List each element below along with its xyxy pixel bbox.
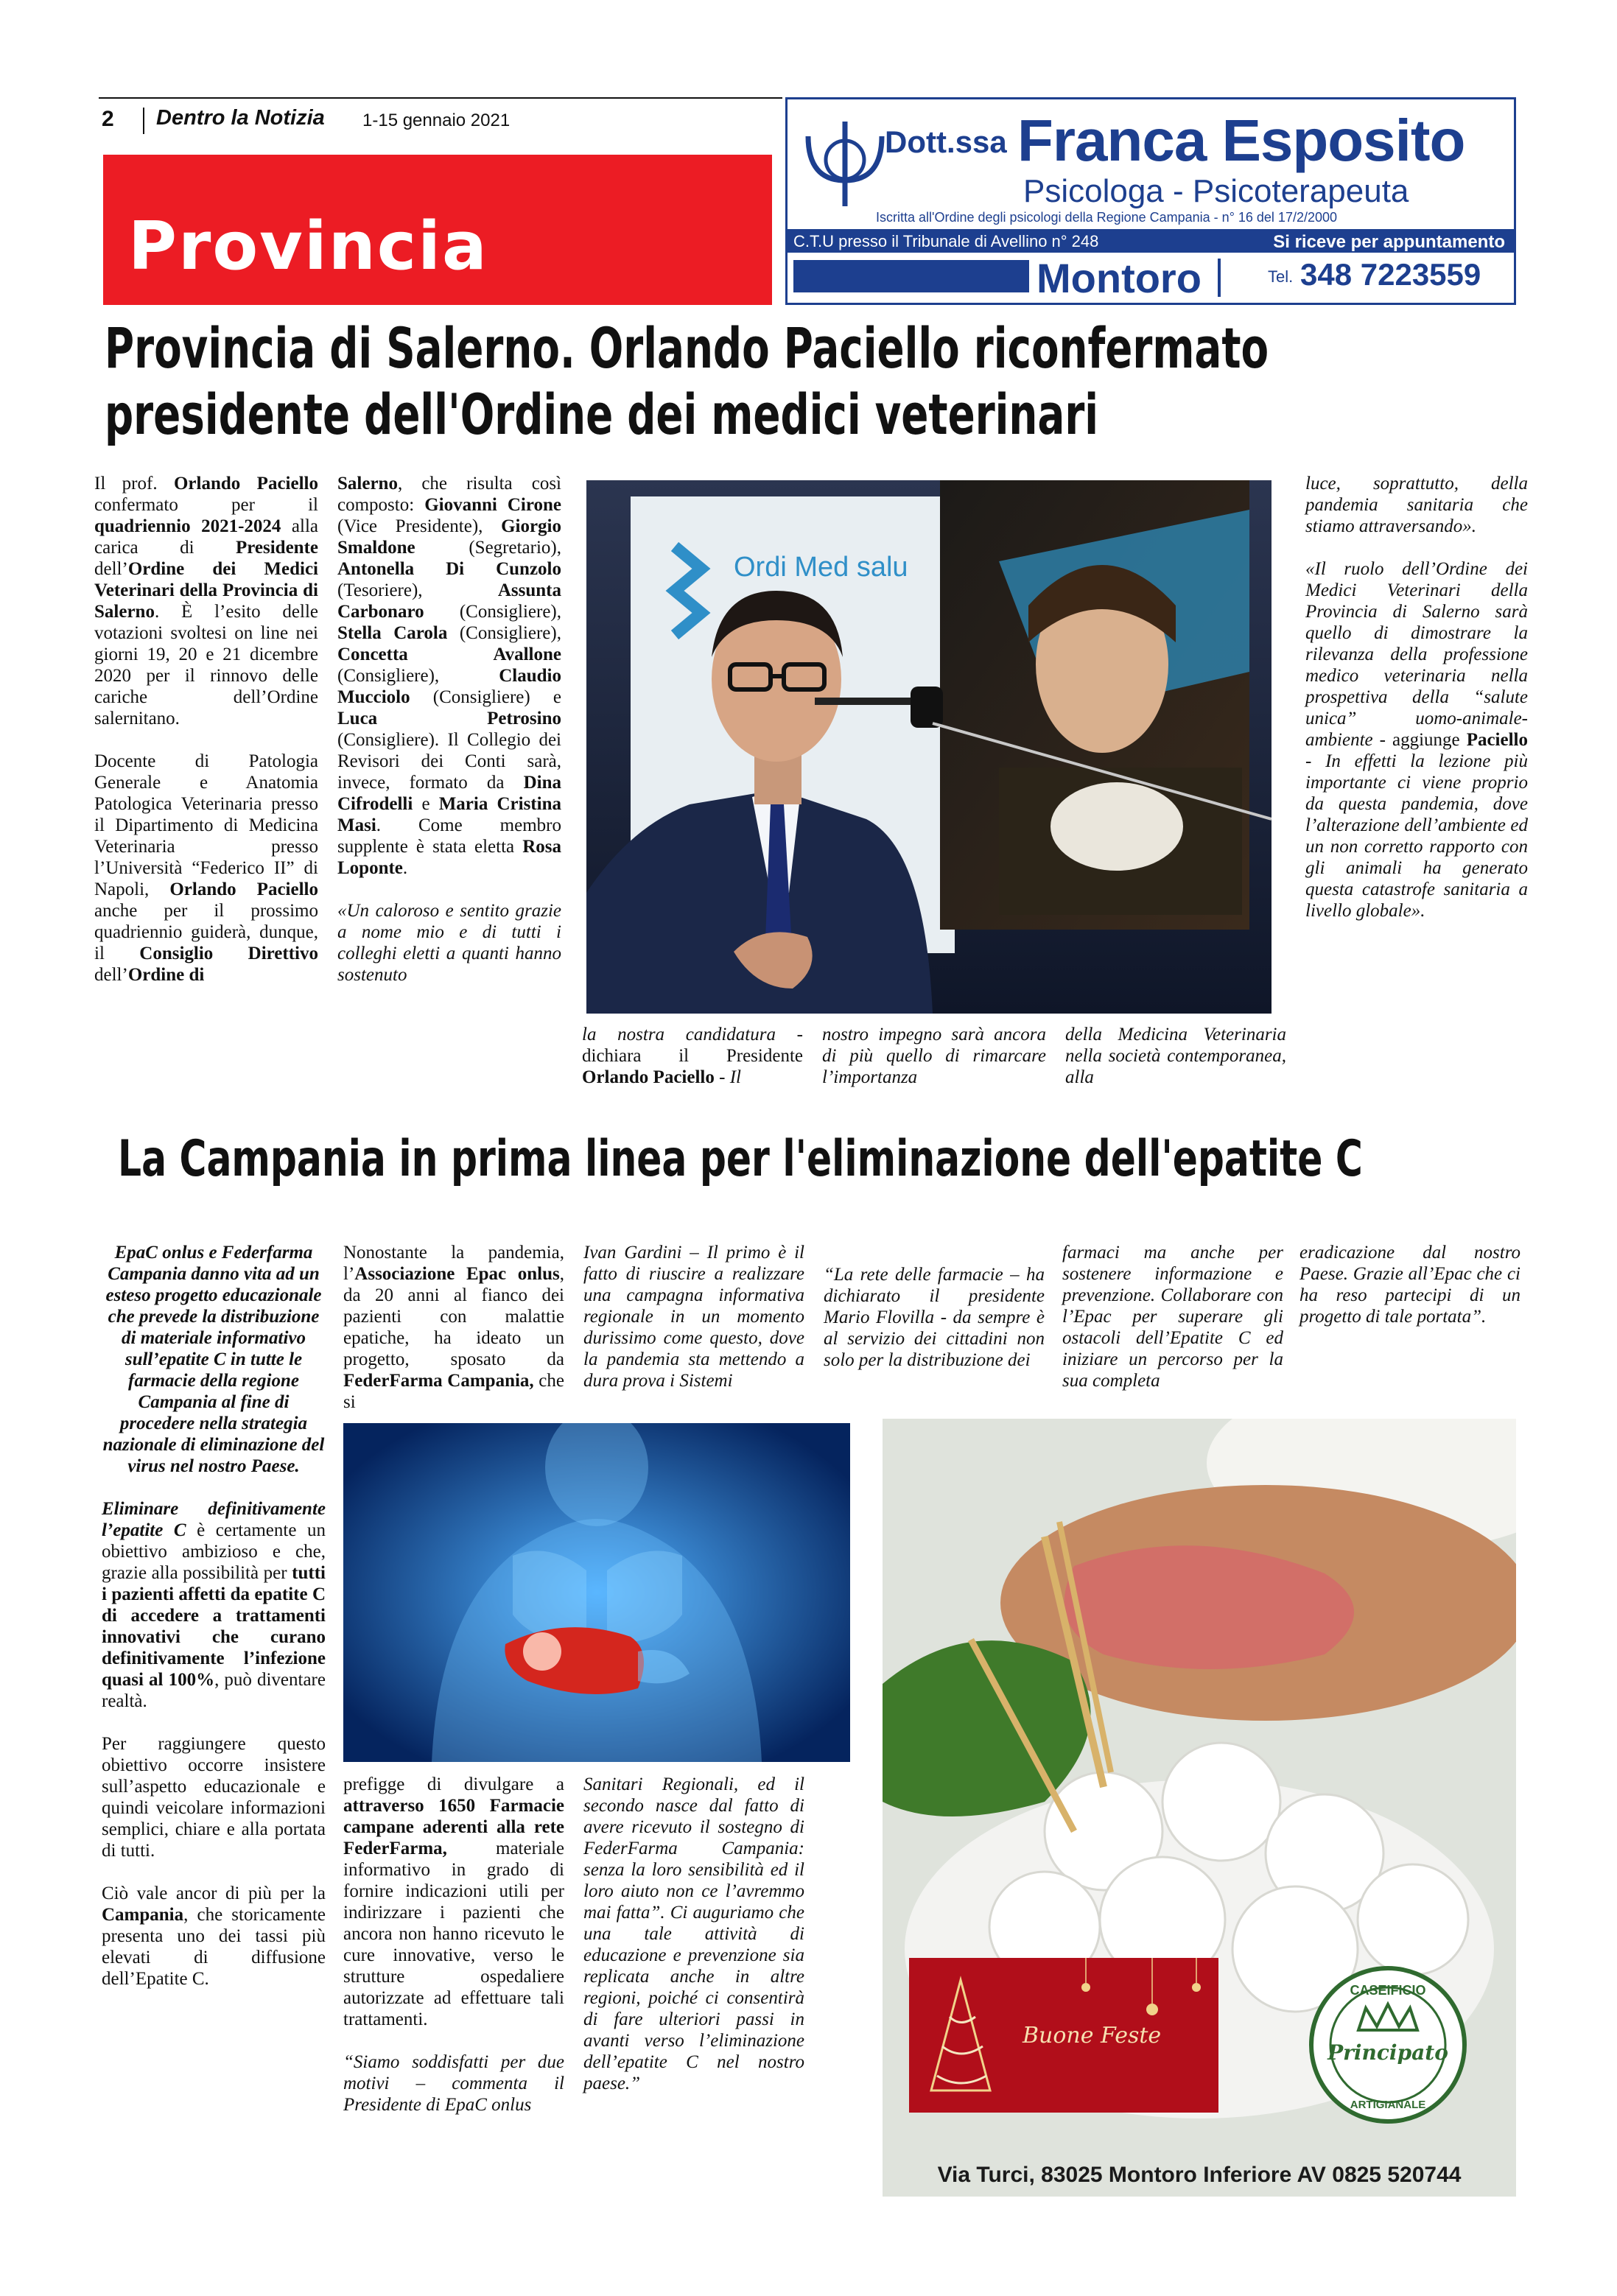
article1-column-3 [582, 1024, 803, 1088]
ad-registration: Iscritta all'Ordine degli psicologi della Regione Campania - n° 16 del 17/2/2000 [876, 210, 1338, 225]
logo-top-text: CASEIFICIO [1350, 1983, 1426, 1998]
caseificio-logo-icon [1307, 1964, 1469, 2126]
header-separator [143, 108, 144, 134]
article1-photo [586, 480, 1271, 1014]
ad-appointment: Si riceve per appuntamento [1273, 232, 1505, 252]
header-rule [99, 97, 782, 99]
article2-column-4 [824, 1264, 1045, 1371]
article1-column-2 [337, 473, 561, 986]
article1-col6-paragraph: luce, soprattutto, della pandemia sanitaria che stiamo attraversando». [1305, 474, 1528, 536]
article2-headline: La Campania in prima linea per l'eliminazione dell'epatite C [118, 1130, 1363, 1188]
article2-column-6 [1299, 1242, 1520, 1327]
article1-col4-paragraph: nostro impegno sarà ancora di più quello di rimarcare l’importanza [822, 1025, 1046, 1087]
article2-column-3-bottom [583, 1774, 804, 2094]
article2-column-5 [1062, 1242, 1283, 1391]
article1-col1-paragraph: Docente di Patologia Generale e Anatomia Patologica Veterinaria presso il Dipartimento di Medicina Veterinaria presso l’Università “Federico II” di Napoli, Orlando Paciello anche per il prossimo quadriennio guiderà, dunque, il Consiglio Direttivo dell’Ordine di [94, 751, 318, 985]
article2-col1-paragraph: Ciò vale ancor di più per la Campania, che storicamente presenta uno dei tassi più elevati di diffusione dell’Epatite C. [102, 1884, 326, 1989]
article1-headline [105, 315, 1269, 448]
psi-logo-icon [801, 114, 889, 210]
ad-blue-stripe [793, 260, 1029, 292]
article2-column-2-top [343, 1242, 564, 1413]
ad-profession: Psicologa - Psicoterapeuta [1023, 173, 1409, 209]
ad-divider [1218, 259, 1221, 297]
article2-lead: EpaC onlus e Federfarma Campania danno vita ad un esteso progetto educazionale che prevede la distribuzione di materiale informativo sull’epatite C in tutte le farmacie della regione Campania al fine di procedere nella strategia nazionale di eliminazione del virus nel nostro Paese. [102, 1243, 325, 1476]
ad-title-prefix: Dott.ssa [885, 124, 1007, 159]
article1-column-4 [822, 1024, 1046, 1088]
article2-col2-paragraph: Nonostante la pandemia, l’Associazione Epac onlus, da 20 anni al fianco dei pazienti con malattie epatiche, ha ideato un progetto, sposato da FederFarma Campania, che si [343, 1243, 564, 1412]
article1-column-1 [94, 473, 318, 986]
article1-col1-paragraph: Il prof. Orlando Paciello confermato per il quadriennio 2021-2024 alla carica di Presidente dell’Ordine dei Medici Veterinari della Provincia di Salerno. È l’esito delle votazioni svoltesi on line nei giorni 19, 20 e 21 dicembre 2020 per il rinnovo delle cariche dell’Ordine salernitano. [94, 474, 318, 729]
ad-city: Montoro [1037, 255, 1202, 301]
article2-col4-paragraph: “La rete delle farmacie – ha dichiarato il presidente Mario Flovilla - da sempre è al servizio dei cittadini non solo per la distribuzione dei [824, 1265, 1045, 1370]
article1-col3-paragraph: la nostra candidatura - dichiara il Presidente Orlando Paciello - Il [582, 1025, 803, 1087]
article1-headline-line2: presidente dell'Ordine dei medici veterinari [105, 382, 1099, 447]
publication-name: Dentro la Notizia [156, 106, 325, 130]
article1-col2-paragraph: «Un caloroso e sentito grazie a nome mio e di tutti i colleghi eletti a quanti hanno sostenuto [337, 901, 561, 985]
article2-column-3-top [583, 1242, 804, 1391]
liver-illustration [343, 1423, 850, 1762]
ad-psicologa [785, 97, 1516, 305]
article1-headline-line1: Provincia di Salerno. Orlando Paciello riconfermato [105, 315, 1269, 381]
caseificio-address: Via Turci, 83025 Montoro Inferiore AV 0825 520744 [937, 2163, 1462, 2187]
article2-col3-paragraph: Ivan Gardini – Il primo è il fatto di riuscire a realizzare una campagna informativa regionale in un momento durissimo come questo, dove la pandemia sta mettendo a dura prova i Sistemi [583, 1243, 804, 1391]
article1-col2-paragraph: Salerno, che risulta così composto: Giovanni Cirone (Vice Presidente), Giorgio Smaldone (Segretario), Antonella Di Cunzolo (Tesoriere), Assunta Carbonaro (Consigliere), Stella Carola (Consigliere), Concetta Avallone (Consigliere), Claudio Mucciolo (Consigliere) e Luca Petrosino (Consigliere). Il Collegio dei Revisori dei Conti sarà, invece, formato da Dina Cifrodelli e Maria Cristina Masi. Come membro supplente è stata eletta Rosa Loponte. [337, 474, 561, 878]
article1-col5-paragraph: della Medicina Veterinaria nella società contemporanea, alla [1065, 1025, 1286, 1087]
ad-tel-label: Tel. [1268, 267, 1294, 286]
article2-photo [343, 1423, 850, 1762]
logo-bottom-text: ARTIGIANALE [1350, 2099, 1426, 2111]
banner-text: Ordi Med salu [734, 552, 908, 583]
article2-col1-paragraph: Eliminare definitivamente l’epatite C è certamente un obiettivo ambizioso e che, grazie alla possibilità per tutti i pazienti affetti da epatite C di accedere a trattamenti innovativi che curano definitivamente l’infezione quasi al 100%, può diventare realtà. [102, 1499, 326, 1711]
ad-doctor-name: Franca Esposito [1017, 108, 1465, 173]
ad-ctu: C.T.U presso il Tribunale di Avellino n° 248 [793, 232, 1099, 250]
greeting-text: Buone Feste [1023, 2023, 1162, 2049]
article1-column-6 [1305, 473, 1528, 921]
article2-col3-paragraph: Sanitari Regionali, ed il secondo nasce dal fatto di avere ricevuto il sostegno di FederFarma Campania: senza la loro sensibilità ed il loro aiuto non ce l’avremmo mai fatta”. Ci auguriamo che una tale attività di educazione e prevenzione sia replicata anche in altre regioni, poiché ci consentirà di fare ulteriori passi in avanti verso l’eliminazione dell’epatite C nel nostro paese.” [583, 1774, 804, 2093]
article2-col2-paragraph: prefigge di divulgare a attraverso 1650 Farmacie campane aderenti alla rete FederFarma, materiale informativo in grado di fornire indicazioni utili per indirizzare i pazienti che ancora non hanno ricevuto le cure innovative, verso le strutture ospedaliere autorizzate ad effettuare tali trattamenti. [343, 1774, 564, 2029]
ad-tel-number: 348 7223559 [1300, 257, 1481, 292]
issue-date: 1-15 gennaio 2021 [362, 110, 511, 130]
article2-column-2-bottom [343, 1774, 564, 2116]
logo-brand-text: Principato [1327, 2040, 1448, 2065]
article2-col6-paragraph: eradicazione dal nostro Paese. Grazie all’Epac che ci ha reso partecipi di un progetto di tale portata”. [1299, 1243, 1520, 1327]
article1-column-5 [1065, 1024, 1286, 1088]
section-title: Provincia [128, 208, 488, 285]
article2-col2-quote: “Siamo soddisfatti per due motivi – commenta il Presidente di EpaC onlus [343, 2052, 564, 2115]
article2-col5-paragraph: farmaci ma anche per sostenere informazione e prevenzione. Collaborare con l’Epac per superare gli ostacoli dell’Epatite C ed iniziare un percorso per la sua completa [1062, 1243, 1283, 1391]
page-number: 2 [102, 107, 114, 131]
article2-col1-paragraph: Per raggiungere questo obiettivo occorre insistere sull’aspetto educazionale e quindi veicolare informazioni semplici, chiare e alla portata di tutti. [102, 1734, 326, 1861]
ad-caseificio [883, 1419, 1516, 2197]
article1-col6-paragraph: «Il ruolo dell’Ordine dei Medici Veterinari della Provincia di Salerno sarà quello di dimostrare la rilevanza della professione medico veterinaria nella prospettiva della “salute unica” uomo-animale-ambiente - aggiunge Paciello - In effetti la lezione più importante ci viene proprio da questa pandemia, dove l’alterazione dell’ambiente ed un non corretto rapporto con gli animali ha generato questa catastrofe sanitaria a livello globale». [1305, 559, 1529, 921]
paciello-photo-illustration [586, 480, 1271, 1014]
article2-column-1 [102, 1242, 326, 1990]
